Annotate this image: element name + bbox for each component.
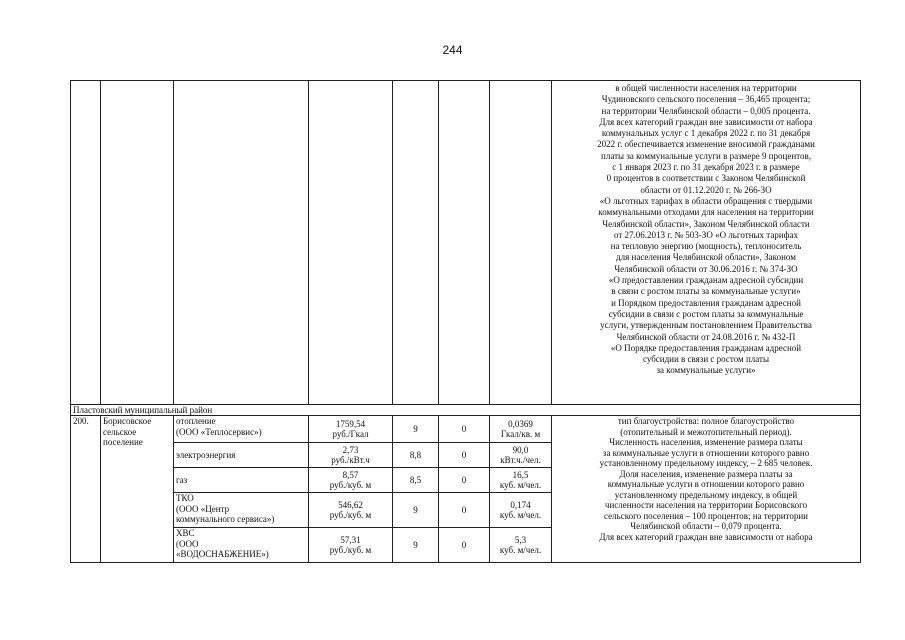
note-line: Челябинской области от 24.08.2016 г. № 432-П xyxy=(616,331,796,342)
service-tariff xyxy=(309,468,393,493)
cell-line: 5,3 xyxy=(514,534,527,545)
service-index-next xyxy=(439,468,490,493)
page-number: 244 xyxy=(442,43,463,57)
note-line: субсидии в связи с ростом платы xyxy=(642,354,770,365)
cell-line: 0,0369 xyxy=(508,418,533,429)
note-line: Для всех категорий граждан вне зависимости от набора xyxy=(599,531,813,542)
cell-line: (ООО «Теплосервис») xyxy=(176,426,262,437)
cell-line: куб. м/чел. xyxy=(499,545,542,555)
service-tariff xyxy=(309,416,393,443)
note-line: Челябинской области», Законом Челябинской области xyxy=(602,218,810,229)
service-volume xyxy=(490,528,552,563)
cell-line: куб. м/чел. xyxy=(499,510,542,520)
service-volume xyxy=(490,443,552,468)
cell-line: ТКО xyxy=(176,493,194,503)
cell-line: электроэнергия xyxy=(176,449,236,460)
service-index-next xyxy=(439,416,490,443)
cell-line: «ВОДОСНАБЖЕНИЕ») xyxy=(176,549,269,559)
service-name xyxy=(174,416,309,443)
cell-line: газ xyxy=(176,474,188,485)
service-volume xyxy=(490,493,552,528)
table-row xyxy=(71,416,861,443)
cell-line: 8,5 xyxy=(409,474,422,485)
service-index xyxy=(393,416,439,443)
note-line: на территории Челябинской области – 0,005 процента. xyxy=(601,105,811,116)
cell-line: 8,57 xyxy=(342,469,359,480)
service-volume xyxy=(490,416,552,443)
service-index xyxy=(393,468,439,493)
note-line: субсидии в связи с ростом платы за коммунальные xyxy=(608,308,804,319)
cell-line: 2,73 xyxy=(342,444,359,455)
service-name xyxy=(174,528,309,563)
cell-line: 0,174 xyxy=(510,499,531,510)
service-volume xyxy=(490,468,552,493)
cell-empty xyxy=(101,81,174,405)
note-line: (отопительный и межотопительный период). xyxy=(620,426,792,437)
note-line: Челябинской области – 0,079 процента. xyxy=(630,521,782,531)
cell-line: 0 xyxy=(461,504,467,515)
service-index-next xyxy=(439,493,490,528)
cell-line: 9 xyxy=(413,504,418,515)
table-row xyxy=(71,81,861,405)
cell-line: 546,62 xyxy=(338,499,363,510)
cell-line: кВт.ч./чел. xyxy=(500,455,541,465)
note-line: Чудиновского сельского поселения – 36,465 процента; xyxy=(601,94,811,105)
note-line: установленному предельному индексу, в общей xyxy=(614,489,798,500)
note-line: в общей численности населения на территории xyxy=(615,83,797,93)
cell-line: Гкал/кв. м xyxy=(500,429,541,439)
cell-line: 8,8 xyxy=(409,449,422,460)
cell-line: руб./кВт.ч xyxy=(331,455,370,465)
note-line: за коммунальные услуги» xyxy=(656,365,756,376)
service-name xyxy=(174,468,309,493)
entry-notes-cell xyxy=(552,416,861,563)
entry-number: 200. xyxy=(71,416,101,563)
service-index-next xyxy=(439,443,490,468)
note-line: услуги, утвержденным постановлением Правительства xyxy=(600,320,812,331)
note-line: и Порядком предоставления гражданам адресной xyxy=(611,297,801,308)
cell-line: руб./куб. м xyxy=(329,510,372,520)
note-line: коммунальные услуги в отношении которого равно xyxy=(607,479,805,489)
top-notes-cell xyxy=(552,81,861,405)
district-row xyxy=(71,405,861,416)
note-line: коммунальных услуг с 1 декабря 2022 г. по 31 декабря xyxy=(601,128,811,139)
cell-line: отопление xyxy=(176,416,216,426)
district-name: Пластовский муниципальный район xyxy=(71,405,861,416)
note-line: Челябинской области от 30.06.2016 г. № 374-ЗО xyxy=(614,263,798,274)
cell-line: куб. м/чел. xyxy=(499,480,542,490)
note-line: от 27.06.2013 г. № 503-ЗО «О льготных тарифах xyxy=(613,229,798,240)
cell-line: (ООО xyxy=(176,538,199,549)
note-line: Для всех категорий граждан вне зависимости от набора xyxy=(599,116,813,127)
cell-line: 16,5 xyxy=(512,469,529,480)
cell-line: 1759,54 xyxy=(335,418,366,429)
cell-line: (ООО «Центр xyxy=(176,503,230,514)
note-line: 2022 г. обеспечивается изменение вносимой гражданами xyxy=(597,139,815,150)
cell-line: 9 xyxy=(413,423,418,434)
cell-line: 90,0 xyxy=(512,444,529,455)
cell-empty xyxy=(439,81,490,405)
note-line: в связи с ростом платы за коммунальные услуги» xyxy=(611,286,801,297)
cell-empty xyxy=(393,81,439,405)
service-index xyxy=(393,528,439,563)
note-line: сельского поселения – 100 процентов; на территории xyxy=(604,510,808,521)
service-name xyxy=(174,493,309,528)
note-line: численности населения на территории Борисовского xyxy=(604,500,808,510)
note-line: платы за коммунальные услуги в размере 9 процентов, xyxy=(601,150,811,161)
note-line: за коммунальные услуги в отношении которого равно xyxy=(602,447,810,458)
note-line: Доля населения, изменение размера платы за xyxy=(619,468,793,479)
service-tariff xyxy=(309,493,393,528)
cell-line: 57,31 xyxy=(340,534,361,545)
settlement-name: Борисовское сельское поселение xyxy=(101,416,174,563)
service-index-next xyxy=(439,528,490,563)
note-line: на тепловую энергию (мощность), теплоноситель xyxy=(610,241,802,252)
service-tariff xyxy=(309,443,393,468)
cell-line: 9 xyxy=(413,539,418,550)
note-line: тип благоустройства: полное благоустройство xyxy=(617,416,795,426)
cell-line: руб./куб. м xyxy=(329,545,372,555)
note-line: с 1 января 2023 г. по 31 декабря 2023 г. в размере xyxy=(612,162,800,173)
note-line: 0 процентов в соответствии с Законом Челябинской xyxy=(606,173,806,184)
note-line: «О предоставлении гражданам адресной субсидии xyxy=(608,275,804,286)
cell-empty xyxy=(309,81,393,405)
cell-line: ХВС xyxy=(176,528,195,538)
service-name xyxy=(174,443,309,468)
cell-line: руб./куб. м xyxy=(329,480,372,490)
cell-empty xyxy=(71,81,101,405)
service-tariff xyxy=(309,528,393,563)
cell-line: 0 xyxy=(461,539,467,550)
tariff-table xyxy=(70,80,861,563)
cell-line: 0 xyxy=(461,423,467,434)
note-line: «О льготных тарифах в области обращения с твердыми xyxy=(599,195,813,206)
cell-empty xyxy=(174,81,309,405)
cell-line: руб./Гкал xyxy=(332,429,369,439)
cell-line: коммунального сервиса») xyxy=(176,514,275,524)
cell-empty xyxy=(490,81,552,405)
note-line: установленному предельному индексу, – 2 685 человек. xyxy=(599,458,813,468)
cell-line: 0 xyxy=(461,449,467,460)
note-line: Численность населения, изменение размера платы xyxy=(609,437,803,447)
note-line: для населения Челябинской области», Законом xyxy=(616,252,796,263)
cell-line: 0 xyxy=(461,474,467,485)
note-line: «О Порядке предоставления гражданам адресной xyxy=(610,342,802,353)
note-line: области от 01.12.2020 г. № 266-ЗО xyxy=(640,184,772,195)
service-index xyxy=(393,493,439,528)
service-index xyxy=(393,443,439,468)
note-line: коммунальными отходами для населения на территории xyxy=(598,207,814,218)
